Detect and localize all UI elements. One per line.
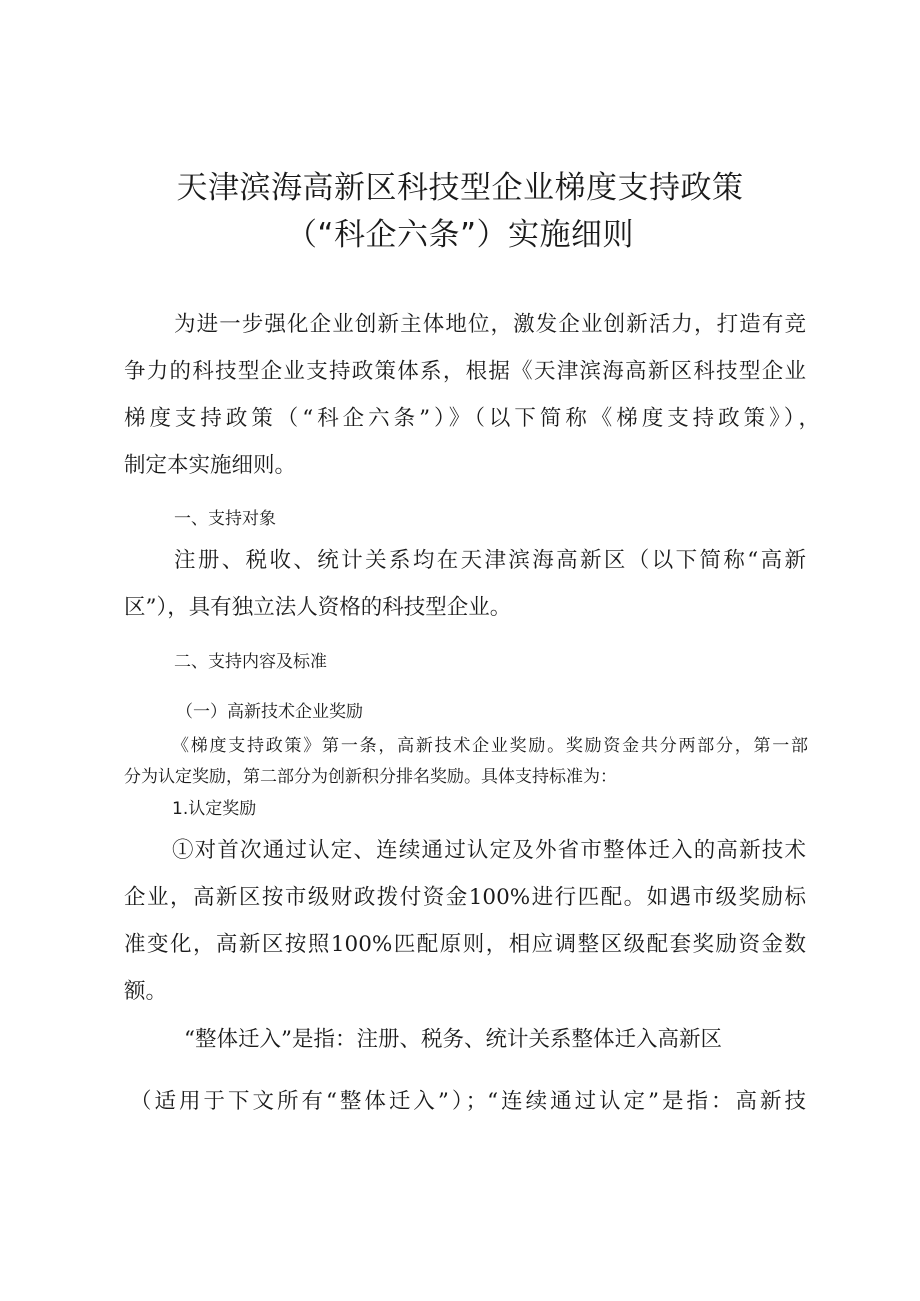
clause-1-line-4: 额。 [124,979,168,1004]
document-title-line-1: 天津滨海高新区科技型企业梯度支持政策 [176,170,744,206]
subsection-1-heading: （一）高新技术企业奖励 [176,702,363,722]
document-title-line-2: （“科企六条”）实施细则 [285,217,635,253]
definition-line-1: “整体迁入”是指：注册、税务、统计关系整体迁入高新区 [184,1027,722,1052]
section-1-line-2: 区”），具有独立法人资格的科技型企业。 [124,595,512,620]
intro-line-1: 为进一步强化企业创新主体地位，激发企业创新活力，打造有竞 [174,312,806,337]
intro-line-2: 争力的科技型企业支持政策体系，根据《天津滨海高新区科技型企业 [124,359,806,384]
policy-line-1: 《梯度支持政策》第一条，高新技术企业奖励。奖励资金共分两部分，第一部 [172,736,808,756]
definition-line-2: （适用于下文所有“整体迁入”）；“连续通过认定”是指：高新技 [130,1089,806,1114]
intro-line-3: 梯度支持政策（“科企六条”）》（以下简称《梯度支持政策》）， [124,406,820,431]
clause-1-line-2: 企业，高新区按市级财政拨付资金100%进行匹配。如遇市级奖励标 [124,885,806,910]
intro-line-4: 制定本实施细则。 [124,453,297,478]
clause-1-line-3: 准变化，高新区按照100%匹配原则，相应调整区级配套奖励资金数 [124,932,806,957]
section-1-heading: 一、支持对象 [174,509,276,529]
section-1-line-1: 注册、税收、统计关系均在天津滨海高新区（以下简称“高新 [174,548,806,573]
item-1-heading: 1.认定奖励 [172,799,257,819]
clause-1-line-1: ①对首次通过认定、连续通过认定及外省市整体迁入的高新技术 [172,838,806,863]
policy-line-2: 分为认定奖励，第二部分为创新积分排名奖励。具体支持标准为： [124,767,617,787]
section-2-heading: 二、支持内容及标准 [174,652,327,672]
